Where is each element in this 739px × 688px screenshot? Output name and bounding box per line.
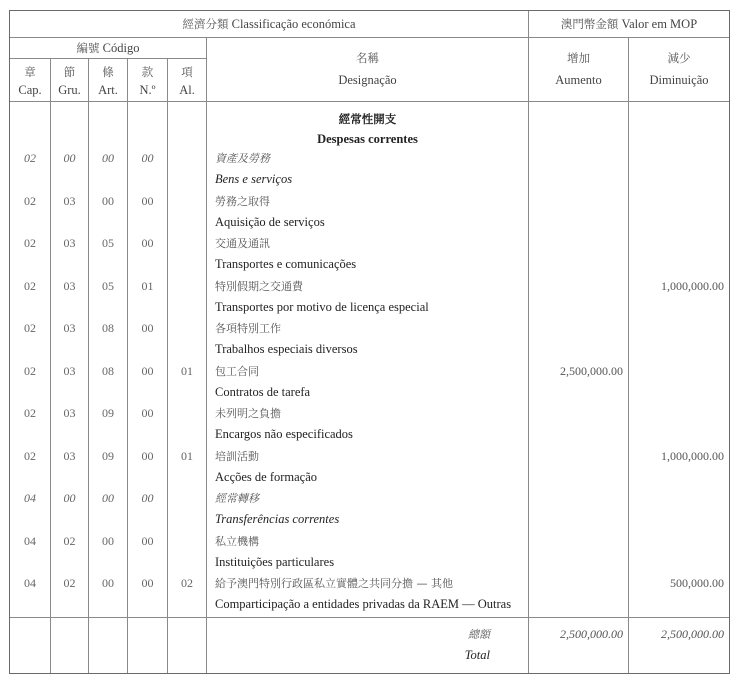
designation-pt: Acções de formação xyxy=(215,470,318,484)
increase-header-zh: 增加 xyxy=(567,51,590,65)
code-cap: 02 xyxy=(24,194,36,208)
code-no: 00 xyxy=(141,449,154,463)
code-gru: 02 xyxy=(63,534,76,548)
designation-zh: 未列明之負擔 xyxy=(215,407,281,420)
code-cap: 04 xyxy=(24,534,36,548)
code-no: 00 xyxy=(141,151,154,165)
code-cap: 02 xyxy=(24,449,36,463)
economic-classification-header: 經濟分類 Classificação económica xyxy=(182,17,356,31)
designation-pt: Aquisição de serviços xyxy=(215,215,325,229)
decrease-header-zh: 減少 xyxy=(667,51,691,65)
code-art: 05 xyxy=(102,279,114,293)
section-title-zh: 經常性開支 xyxy=(338,112,397,126)
cap-header-pt: Cap. xyxy=(18,83,42,97)
total-rule xyxy=(10,617,729,618)
code-art: 05 xyxy=(102,236,114,250)
col-rule-designation xyxy=(528,11,529,673)
designation-pt: Transportes por motivo de licença especial xyxy=(215,300,429,314)
gru-header-zh: 節 xyxy=(63,65,76,79)
designation-zh: 經常轉移 xyxy=(215,492,259,505)
gru-header-pt: Gru. xyxy=(58,83,81,97)
amount-decrease: 1,000,000.00 xyxy=(661,279,724,293)
designation-pt: Contratos de tarefa xyxy=(215,385,311,399)
code-art: 00 xyxy=(102,491,114,505)
designation-zh: 勞務之取得 xyxy=(215,195,270,208)
increase-header-pt: Aumento xyxy=(555,73,602,87)
designation-pt: Transferências correntes xyxy=(215,512,340,526)
designation-pt: Encargos não especificados xyxy=(215,427,353,441)
designation-zh: 交通及通訊 xyxy=(215,237,270,250)
code-gru: 03 xyxy=(63,236,76,250)
code-gru: 00 xyxy=(63,491,76,505)
no-header-pt: N.º xyxy=(139,83,156,97)
code-art: 00 xyxy=(102,534,114,548)
code-cap: 02 xyxy=(24,321,36,335)
code-art: 08 xyxy=(102,321,114,335)
code-gru: 03 xyxy=(63,364,76,378)
cap-header-zh: 章 xyxy=(24,65,36,79)
no-header-zh: 款 xyxy=(141,65,154,79)
designation-header-pt: Designação xyxy=(338,73,397,87)
header-rule-top xyxy=(10,37,729,38)
budget-table xyxy=(9,10,730,674)
code-cap: 04 xyxy=(24,576,36,590)
code-cap: 02 xyxy=(24,406,36,420)
code-gru: 00 xyxy=(63,151,76,165)
total-decrease: 2,500,000.00 xyxy=(661,627,724,641)
designation-zh: 給予澳門特別行政區私立實體之共同分擔 — 其他 xyxy=(215,577,453,590)
code-gru: 03 xyxy=(63,279,76,293)
designation-pt: Transportes e comunicações xyxy=(215,257,357,271)
code-gru: 03 xyxy=(63,321,76,335)
designation-zh: 各項特別工作 xyxy=(215,322,281,335)
art-header-zh: 條 xyxy=(102,65,114,79)
designation-zh: 特別假期之交通費 xyxy=(215,280,303,293)
designation-pt: Instituições particulares xyxy=(215,555,335,569)
header-rule-bottom xyxy=(10,101,729,102)
code-cap: 02 xyxy=(24,151,36,165)
code-al: 01 xyxy=(181,364,193,378)
code-cap: 02 xyxy=(24,236,36,250)
total-increase: 2,500,000.00 xyxy=(560,627,623,641)
code-no: 00 xyxy=(141,534,154,548)
code-cap: 02 xyxy=(24,279,36,293)
code-art: 08 xyxy=(102,364,114,378)
amount-increase: 2,500,000.00 xyxy=(560,364,623,378)
code-al: 02 xyxy=(181,576,193,590)
amount-decrease: 500,000.00 xyxy=(670,576,724,590)
code-no: 00 xyxy=(141,491,154,505)
code-header: 編號 Código xyxy=(76,41,140,55)
code-art: 09 xyxy=(102,449,114,463)
code-no: 00 xyxy=(141,406,154,420)
total-label-pt: Total xyxy=(464,648,490,662)
amount-decrease: 1,000,000.00 xyxy=(661,449,724,463)
code-art: 00 xyxy=(102,194,114,208)
code-gru: 03 xyxy=(63,194,76,208)
decrease-header-pt: Diminuição xyxy=(649,73,709,87)
designation-zh: 資產及勞務 xyxy=(215,152,270,165)
header-rule-code xyxy=(10,58,206,59)
code-cap: 02 xyxy=(24,364,36,378)
section-title-pt: Despesas correntes xyxy=(317,132,418,146)
code-gru: 03 xyxy=(63,406,76,420)
code-no: 00 xyxy=(141,236,154,250)
code-no: 00 xyxy=(141,321,154,335)
code-gru: 03 xyxy=(63,449,76,463)
code-no: 00 xyxy=(141,364,154,378)
code-cap: 04 xyxy=(24,491,36,505)
designation-zh: 私立機構 xyxy=(215,535,259,548)
designation-pt: Bens e serviços xyxy=(215,172,293,186)
code-no: 01 xyxy=(141,279,154,293)
code-al: 01 xyxy=(181,449,193,463)
code-art: 00 xyxy=(102,576,114,590)
designation-pt: Trabalhos especiais diversos xyxy=(215,342,358,356)
value-header: 澳門幣金額 Valor em MOP xyxy=(560,17,698,31)
code-gru: 02 xyxy=(63,576,76,590)
designation-pt: Comparticipação a entidades privadas da RAEM — Outras xyxy=(215,597,512,611)
designation-zh: 包工合同 xyxy=(215,365,259,378)
art-header-pt: Art. xyxy=(98,83,118,97)
al-header-pt: Al. xyxy=(179,83,195,97)
code-art: 00 xyxy=(102,151,114,165)
code-art: 09 xyxy=(102,406,114,420)
designation-zh: 培訓活動 xyxy=(215,450,259,463)
total-label-zh: 總額 xyxy=(468,628,490,641)
code-no: 00 xyxy=(141,576,154,590)
al-header-zh: 項 xyxy=(181,65,193,79)
designation-header-zh: 名稱 xyxy=(356,51,379,65)
code-no: 00 xyxy=(141,194,154,208)
